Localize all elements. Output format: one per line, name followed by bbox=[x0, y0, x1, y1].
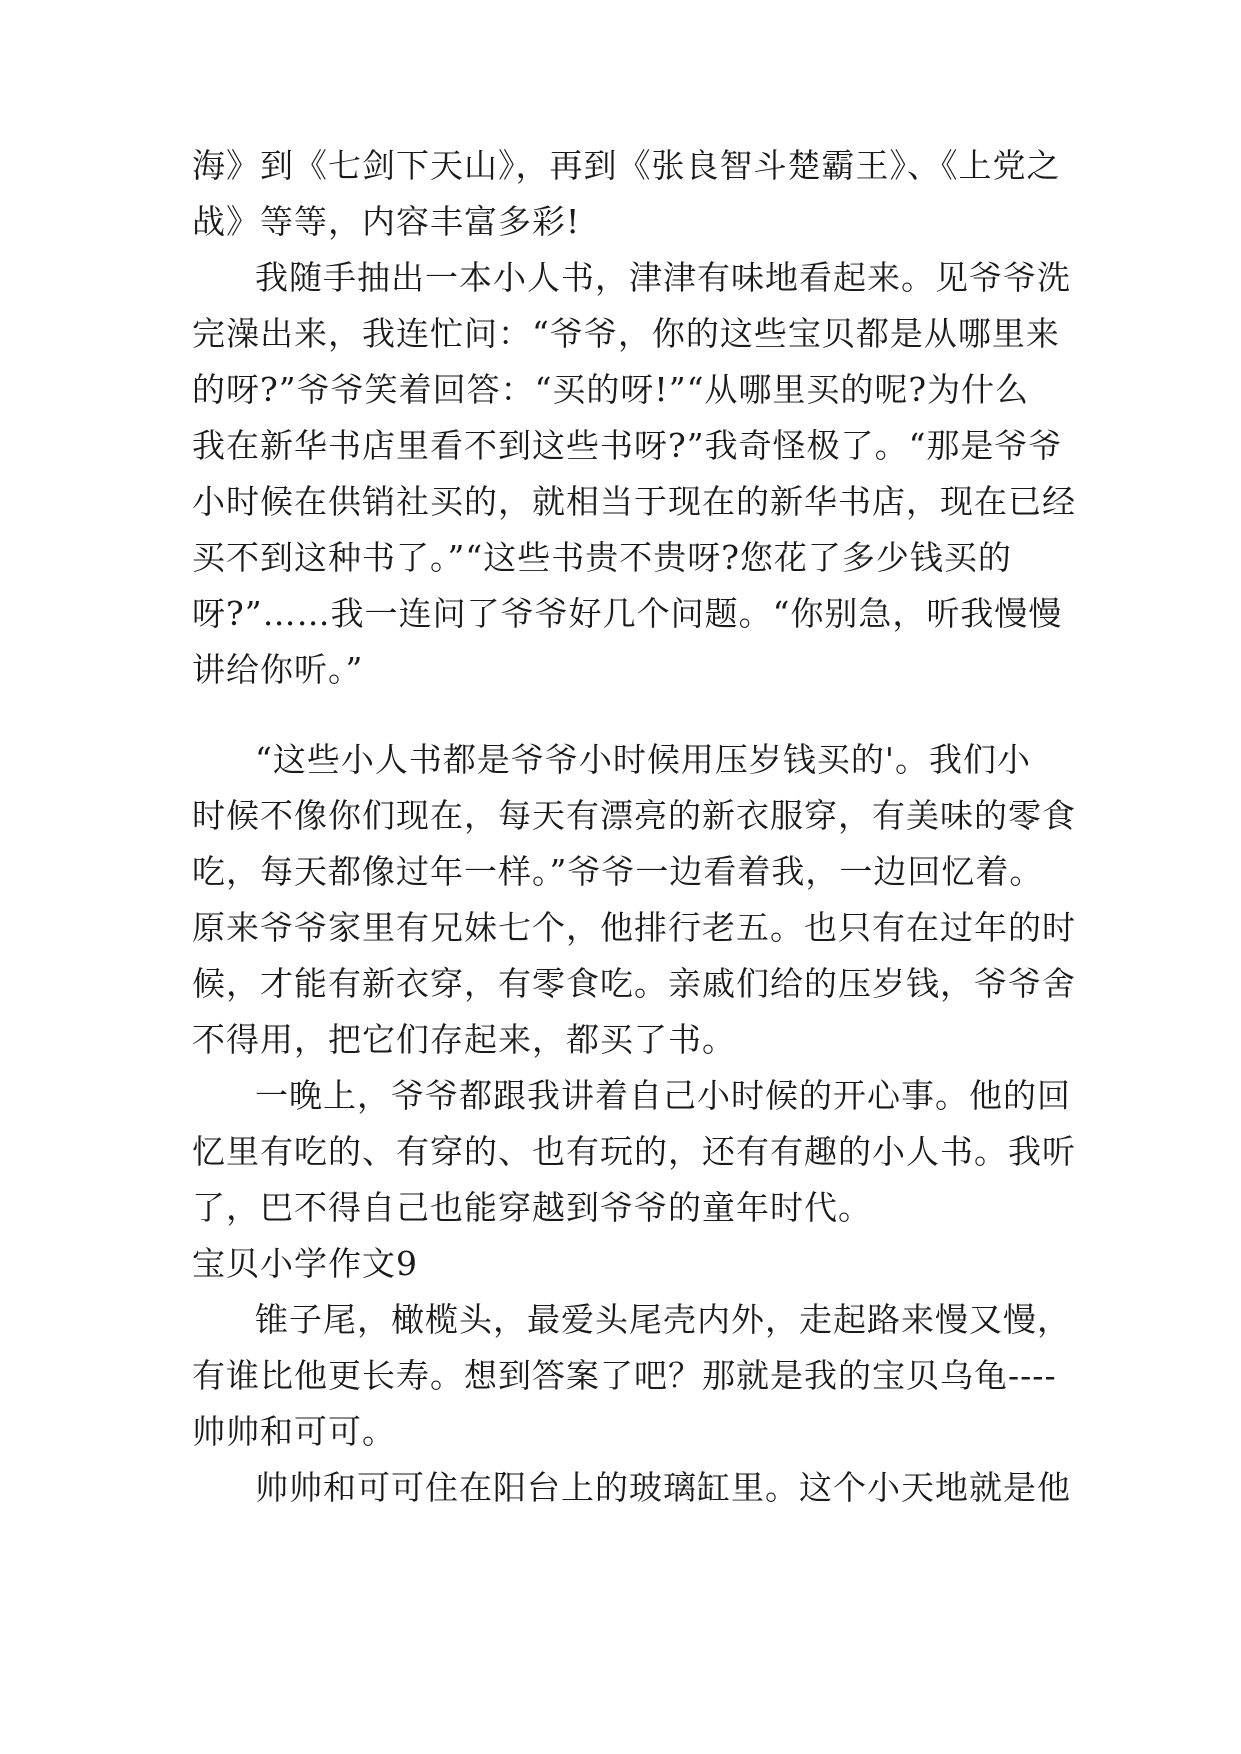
paragraph-start-line: “这些小人书都是爷爷小时候用压岁钱买的'。我们小 bbox=[255, 740, 1031, 779]
section-heading: 宝贝小学作文9 bbox=[192, 1244, 418, 1283]
text-line: 候，才能有新衣穿，有零食吃。亲戚们给的压岁钱，爷爷舍 bbox=[192, 964, 1076, 1003]
text-line: 原来爷爷家里有兄妹七个，他排行老五。也只有在过年的时 bbox=[192, 908, 1076, 947]
paragraph-start-line: 帅帅和可可住在阳台上的玻璃缸里。这个小天地就是他 bbox=[255, 1468, 1071, 1507]
text-line: 了，巴不得自己也能穿越到爷爷的童年时代。 bbox=[192, 1188, 872, 1227]
text-line: 呀?”……我一连问了爷爷好几个问题。“你别急，听我慢慢 bbox=[192, 594, 1063, 633]
paragraph-start-line: 我随手抽出一本小人书，津津有味地看起来。见爷爷洗 bbox=[255, 258, 1071, 297]
text-line: 完澡出来，我连忙问：“爷爷，你的这些宝贝都是从哪里来 bbox=[192, 314, 1060, 353]
text-line: 讲给你听。” bbox=[192, 650, 364, 689]
text-line: 时候不像你们现在，每天有漂亮的新衣服穿，有美味的零食 bbox=[192, 796, 1076, 835]
text-line: 海》到《七剑下天山》，再到《张良智斗楚霸王》、《上党之 bbox=[192, 146, 1061, 185]
text-line: 我在新华书店里看不到这些书呀?”我奇怪极了。“那是爷爷 bbox=[192, 426, 1063, 465]
paragraph-start-line: 锥子尾，橄榄头，最爱头尾壳内外，走起路来慢又慢， bbox=[255, 1300, 1071, 1339]
text-line: 的呀?”爷爷笑着回答：“买的呀!”“从哪里买的呢?为什么 bbox=[192, 370, 1030, 409]
text-line: 有谁比他更长寿。想到答案了吧？那就是我的宝贝乌龟---- bbox=[192, 1356, 1057, 1395]
text-line: 买不到这种书了。”“这些书贵不贵呀?您花了多少钱买的 bbox=[192, 538, 1012, 577]
text-line: 不得用，把它们存起来，都买了书。 bbox=[192, 1020, 736, 1059]
text-line: 帅帅和可可。 bbox=[192, 1412, 396, 1451]
paragraph-start-line: 一晚上，爷爷都跟我讲着自己小时候的开心事。他的回 bbox=[255, 1076, 1071, 1115]
text-line: 小时候在供销社买的，就相当于现在的新华书店，现在已经 bbox=[192, 482, 1076, 521]
text-line: 吃，每天都像过年一样。”爷爷一边看着我，一边回忆着。 bbox=[192, 852, 1044, 891]
text-line: 忆里有吃的、有穿的、也有玩的，还有有趣的小人书。我听 bbox=[192, 1132, 1076, 1171]
text-line: 战》等等，内容丰富多彩! bbox=[192, 202, 581, 241]
